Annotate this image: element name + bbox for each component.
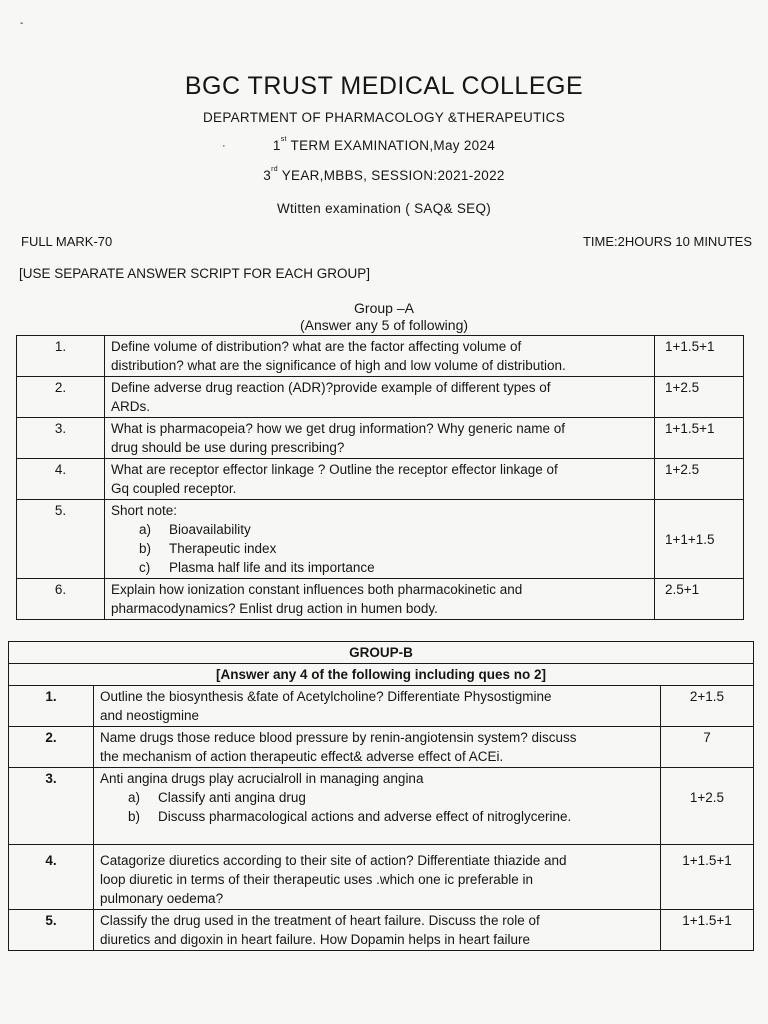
question-text [94, 910, 661, 951]
group-b-title: GROUP-B [9, 642, 754, 664]
sub-question-text: Bioavailability [169, 522, 251, 537]
question-intro: Short note: [111, 503, 178, 518]
question-number: 5. [9, 910, 94, 951]
written-exam-line: Wtitten examination ( SAQ& SEQ) [276, 201, 492, 216]
group-a-table [16, 335, 744, 620]
question-line: Define volume of distribution? what are the factor affecting volume of [111, 339, 522, 354]
sub-question-text: Therapeutic index [169, 541, 277, 556]
question-marks: 1+1.5+1 [661, 845, 754, 910]
question-line: ARDs. [111, 399, 151, 414]
question-line: distribution? what are the significance of high and low volume of distribution. [111, 358, 566, 373]
question-line: loop diuretic in terms of their therapeutic uses .which one ic preferable in [100, 872, 533, 887]
question-row [17, 377, 744, 418]
instruction-line: [USE SEPARATE ANSWER SCRIPT FOR EACH GROUP] [19, 266, 371, 281]
question-line: Gq coupled receptor. [111, 481, 237, 496]
question-intro: Anti angina drugs play acrucialroll in managing angina [100, 771, 424, 786]
question-number: 4. [17, 459, 105, 500]
question-marks: 1+2.5 [655, 377, 744, 418]
question-row [17, 500, 744, 579]
sub-question [111, 539, 648, 558]
term-number: 1 [272, 138, 281, 153]
question-row [9, 845, 754, 910]
corner-mark: - [20, 18, 24, 29]
question-line: pulmonary oedema? [100, 891, 224, 906]
question-row [9, 768, 754, 845]
question-number: 4. [9, 845, 94, 910]
question-number: 3. [9, 768, 94, 845]
question-line: Name drugs those reduce blood pressure by renin-angiotensin system? discuss [100, 730, 577, 745]
question-marks: 7 [661, 727, 754, 768]
term-text: TERM EXAMINATION,May 2024 [286, 138, 496, 153]
group-b-note-row [9, 664, 754, 686]
sub-question-letter: a) [139, 522, 152, 537]
question-line: Explain how ionization constant influences both pharmacokinetic and [111, 582, 523, 597]
term-superscript: st [280, 135, 287, 143]
question-line: What is pharmacopeia? how we get drug information? Why generic name of [111, 421, 565, 436]
question-line: diuretics and digoxin in heart failure. How Dopamin helps in heart failure [100, 932, 530, 947]
question-number: 1. [17, 336, 105, 377]
question-text [94, 768, 661, 845]
question-row [17, 579, 744, 620]
question-marks: 1+1.5+1 [655, 418, 744, 459]
sub-question-letter: a) [128, 790, 141, 805]
year-text: YEAR,MBBS, SESSION:2021-2022 [277, 168, 505, 183]
question-marks: 2+1.5 [661, 686, 754, 727]
question-row [17, 459, 744, 500]
question-row [17, 418, 744, 459]
question-marks: 1+2.5 [661, 768, 754, 845]
question-line: and neostigmine [100, 708, 200, 723]
question-marks: 1+1.5+1 [661, 910, 754, 951]
question-number: 2. [9, 727, 94, 768]
group-b-note: [Answer any 4 of the following including ques no 2] [9, 664, 754, 686]
question-number: 3. [17, 418, 105, 459]
sub-question-letter: b) [139, 541, 152, 556]
question-text [105, 377, 655, 418]
question-line: drug should be use during prescribing? [111, 440, 345, 455]
question-line: What are receptor effector linkage ? Outline the receptor effector linkage of [111, 462, 558, 477]
question-line: pharmacodynamics? Enlist drug action in humen body. [111, 601, 438, 616]
question-text [105, 459, 655, 500]
question-line: Outline the biosynthesis &fate of Acetylcholine? Differentiate Physostigmine [100, 689, 552, 704]
question-marks: 1+1.5+1 [655, 336, 744, 377]
college-title: BGC TRUST MEDICAL COLLEGE [184, 72, 584, 100]
sub-question [100, 788, 654, 807]
year-number: 3 [263, 168, 272, 183]
question-text [94, 845, 661, 910]
sub-question-letter: c) [139, 560, 151, 575]
question-line: Classify the drug used in the treatment of heart failure. Discuss the role of [100, 913, 540, 928]
question-text [94, 727, 661, 768]
year-superscript: rd [271, 165, 278, 173]
sub-question-text: Classify anti angina drug [158, 790, 306, 805]
question-line: Catagorize diuretics according to their site of action? Differentiate thiazide and [100, 853, 567, 868]
sub-question-letter: b) [128, 809, 141, 824]
full-mark: FULL MARK-70 [21, 234, 113, 249]
question-text [105, 500, 655, 579]
group-a-note: (Answer any 5 of following) [299, 317, 469, 333]
question-text [105, 336, 655, 377]
term-line [0, 135, 768, 153]
question-row [9, 686, 754, 727]
question-marks: 1+1+1.5 [655, 500, 744, 579]
question-row [9, 910, 754, 951]
question-number: 1. [9, 686, 94, 727]
question-text [105, 579, 655, 620]
sub-question [111, 520, 648, 539]
question-number: 6. [17, 579, 105, 620]
question-line: the mechanism of action therapeutic effect& adverse effect of ACEi. [100, 749, 504, 764]
sub-question-text: Plasma half life and its importance [169, 560, 375, 575]
group-b-table [8, 641, 754, 951]
question-number: 5. [17, 500, 105, 579]
department-line: DEPARTMENT OF PHARMACOLOGY &THERAPEUTICS [202, 110, 566, 125]
year-line [0, 165, 768, 183]
question-marks: 2.5+1 [655, 579, 744, 620]
sub-question-text: Discuss pharmacological actions and adverse effect of nitroglycerine. [158, 809, 572, 824]
question-text [105, 418, 655, 459]
question-text [94, 686, 661, 727]
exam-time: TIME:2HOURS 10 MINUTES [582, 234, 752, 249]
sub-question [111, 558, 648, 577]
question-number: 2. [17, 377, 105, 418]
question-marks: 1+2.5 [655, 459, 744, 500]
question-line: Define adverse drug reaction (ADR)?provide example of different types of [111, 380, 551, 395]
question-row [17, 336, 744, 377]
question-row [9, 727, 754, 768]
group-b-header-row [9, 642, 754, 664]
sub-question [100, 807, 654, 826]
term-bullet: · [222, 140, 226, 152]
group-a-title: Group –A [354, 300, 414, 316]
